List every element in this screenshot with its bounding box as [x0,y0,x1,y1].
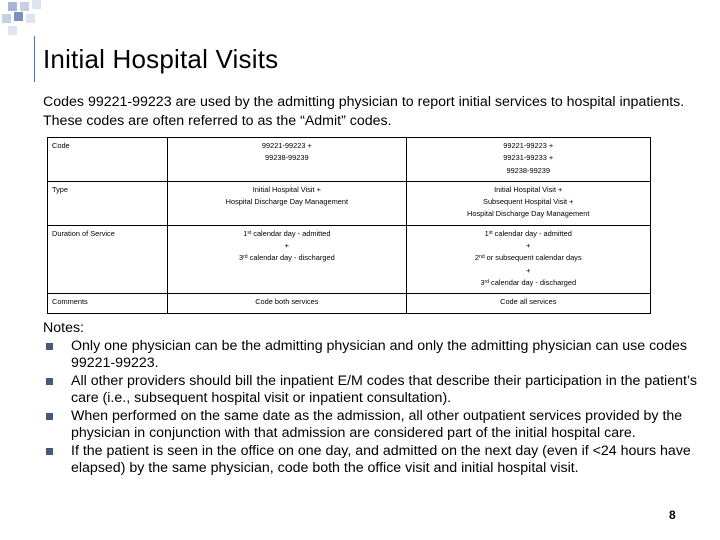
square-bullet-icon [46,343,53,350]
table-row-code [48,138,651,182]
title-accent-line [34,36,35,82]
cell-code-other: 99221-99223 + 99231-99233 + 99238-99239 [406,138,651,182]
corner-decoration [0,0,60,40]
square-bullet-icon [46,378,53,385]
notes-heading: Notes: [43,320,85,336]
intro-paragraph: Codes 99221-99223 are used by the admitting physician to report initial services to hospital inpatients. These codes are often referred to as the “Admit” codes. [43,94,685,129]
row-label-duration: Duration of Service [48,225,168,293]
notes-list [43,338,703,477]
page-title: Initial Hospital Visits [43,44,279,74]
cell-comments-admitting: Code both services [168,294,406,313]
cell-comments-other: Code all services [406,294,651,313]
codes-table [47,137,651,314]
notes-section [43,320,703,478]
cell-type-other: Initial Hospital Visit + Subsequent Hospital Visit + Hospital Discharge Day Management [406,181,651,225]
page-number: 8 [669,508,676,522]
list-item: If the patient is seen in the office on one day, and admitted on the next day (even if <24 hours have elapsed) by the same physician, code both the office visit and initial hospital visit. [43,443,703,477]
table-row-comments [48,294,651,313]
row-label-type: Type [48,181,168,225]
table-row-type [48,181,651,225]
cell-duration-admitting: 1st calendar day - admitted + 3rd calendar day - discharged [168,225,406,293]
row-label-code: Code [48,138,168,182]
row-label-comments: Comments [48,294,168,313]
cell-duration-other: 1st calendar day - admitted + 2nd or subsequent calendar days + 3rd calendar day - discharged [406,225,651,293]
list-item: All other providers should bill the inpatient E/M codes that describe their participation in the patient’s care (i.e., subsequent hospital visit or inpatient consultation). [43,373,703,407]
cell-code-admitting: 99221-99223 + 99238-99239 [168,138,406,182]
square-bullet-icon [46,448,53,455]
list-item: Only one physician can be the admitting physician and only the admitting physician can use codes 99221-99223. [43,338,703,372]
list-item: When performed on the same date as the admission, all other outpatient services provided by the physician in conjunction with that admission are considered part of the initial hospital care. [43,408,703,442]
table-row-duration [48,225,651,293]
square-bullet-icon [46,413,53,420]
cell-type-admitting: Initial Hospital Visit + Hospital Discharge Day Management [168,181,406,225]
